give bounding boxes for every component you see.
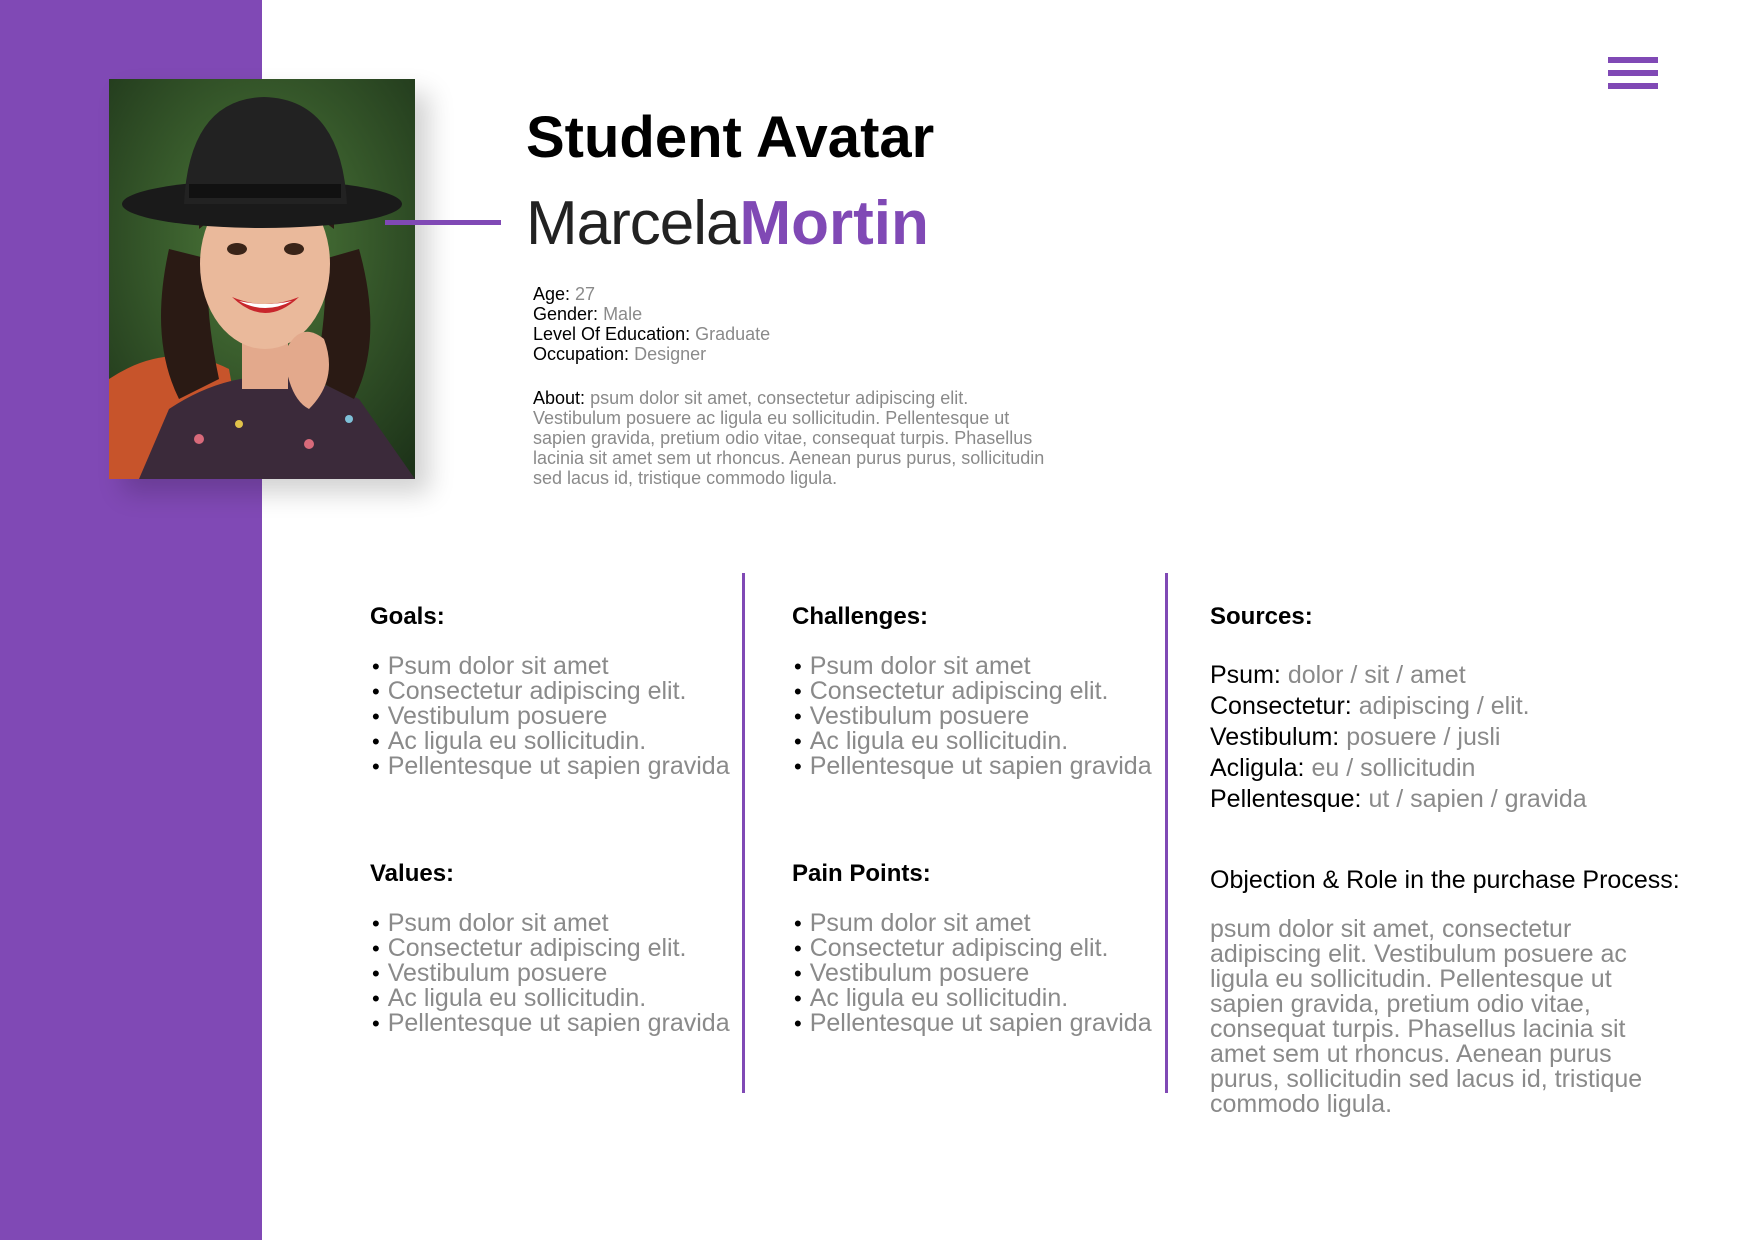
pain-points-list <box>794 911 1152 1036</box>
about-label: About: <box>533 388 586 408</box>
list-item: • Consectetur adipiscing elit. <box>372 679 730 704</box>
list-item: • Pellentesque ut sapien gravida <box>794 1011 1152 1036</box>
challenges-list <box>794 654 1152 779</box>
list-item: • Psum dolor sit amet <box>794 654 1152 679</box>
list-item: • Ac ligula eu sollicitudin. <box>794 729 1152 754</box>
source-label: Consectetur: <box>1210 692 1352 720</box>
source-label: Pellentesque: <box>1210 785 1362 813</box>
list-item: • Pellentesque ut sapien gravida <box>372 1011 730 1036</box>
list-item: • Psum dolor sit amet <box>372 654 730 679</box>
source-label: Acligula: <box>1210 754 1305 782</box>
age-label: Age: <box>533 284 571 304</box>
source-row <box>1210 691 1587 722</box>
list-item: • Pellentesque ut sapien gravida <box>372 754 730 779</box>
last-name: Mortin <box>739 189 929 258</box>
pain-points-title: Pain Points: <box>792 860 931 887</box>
sources-list <box>1210 660 1587 815</box>
list-item: • Consectetur adipiscing elit. <box>794 679 1152 704</box>
list-item: • Pellentesque ut sapien gravida <box>794 754 1152 779</box>
age-row <box>533 284 770 304</box>
source-row <box>1210 784 1587 815</box>
source-value: adipiscing / elit. <box>1358 692 1530 720</box>
list-item: • Ac ligula eu sollicitudin. <box>372 729 730 754</box>
gender-value: Male <box>603 304 643 324</box>
source-row <box>1210 722 1587 753</box>
source-value: dolor / sit / amet <box>1287 661 1466 689</box>
source-row <box>1210 660 1587 691</box>
list-item: • Consectetur adipiscing elit. <box>372 936 730 961</box>
list-item: • Psum dolor sit amet <box>794 911 1152 936</box>
source-label: Psum: <box>1210 661 1281 689</box>
education-label: Level Of Education: <box>533 324 691 344</box>
list-item: • Ac ligula eu sollicitudin. <box>372 986 730 1011</box>
list-item: • Consectetur adipiscing elit. <box>794 936 1152 961</box>
list-item: • Vestibulum posuere <box>794 704 1152 729</box>
goals-title: Goals: <box>370 603 445 630</box>
hamburger-menu-icon[interactable] <box>1608 57 1658 95</box>
about-text: psum dolor sit amet, consectetur adipiscing elit. Vestibulum posuere ac ligula eu sollicitudin. Pellentesque ut sapien gravida, pretium odio vitae, consequat turpis. Phasellus lacinia sit amet sem ut rhoncus. Aenean purus purus, sollicitudin sed lacus id, tristique commodo ligula. <box>533 388 1045 488</box>
persona-name <box>526 188 929 259</box>
challenges-title: Challenges: <box>792 603 929 630</box>
avatar-photo-illustration <box>109 79 415 479</box>
list-item: • Vestibulum posuere <box>372 961 730 986</box>
occupation-value: Designer <box>634 344 707 364</box>
source-value: eu / sollicitudin <box>1311 754 1476 782</box>
gender-row <box>533 304 770 324</box>
list-item: • Vestibulum posuere <box>794 961 1152 986</box>
values-title: Values: <box>370 860 455 887</box>
values-list <box>372 911 730 1036</box>
page-title: Student Avatar <box>526 105 935 170</box>
profile-info <box>533 284 770 364</box>
objection-text: psum dolor sit amet, consectetur adipiscing elit. Vestibulum posuere ac ligula eu sollicitudin. Pellentesque ut sapien gravida, pretium odio vitae, consequat turpis. Phasellus lacinia sit amet sem ut rhoncus. Aenean purus purus, sollicitudin sed lacus id, tristique commodo ligula. <box>1210 915 1643 1118</box>
source-label: Vestibulum: <box>1210 723 1340 751</box>
sources-title: Sources: <box>1210 603 1313 630</box>
avatar-photo <box>109 79 415 479</box>
source-row <box>1210 753 1587 784</box>
list-item: • Psum dolor sit amet <box>372 911 730 936</box>
column-divider <box>1165 573 1168 1093</box>
title-connector-line <box>385 220 501 225</box>
list-item: • Ac ligula eu sollicitudin. <box>794 986 1152 1011</box>
education-row <box>533 324 770 344</box>
age-value: 27 <box>575 284 596 304</box>
education-value: Graduate <box>695 324 771 344</box>
source-value: posuere / jusli <box>1346 723 1501 751</box>
occupation-label: Occupation: <box>533 344 630 364</box>
column-divider <box>742 573 745 1093</box>
goals-list <box>372 654 730 779</box>
gender-label: Gender: <box>533 304 599 324</box>
about-section <box>533 388 1053 488</box>
first-name: Marcela <box>526 189 740 258</box>
list-item: • Vestibulum posuere <box>372 704 730 729</box>
occupation-row <box>533 344 770 364</box>
objection-title: Objection & Role in the purchase Process: <box>1210 866 1680 894</box>
source-value: ut / sapien / gravida <box>1368 785 1587 813</box>
